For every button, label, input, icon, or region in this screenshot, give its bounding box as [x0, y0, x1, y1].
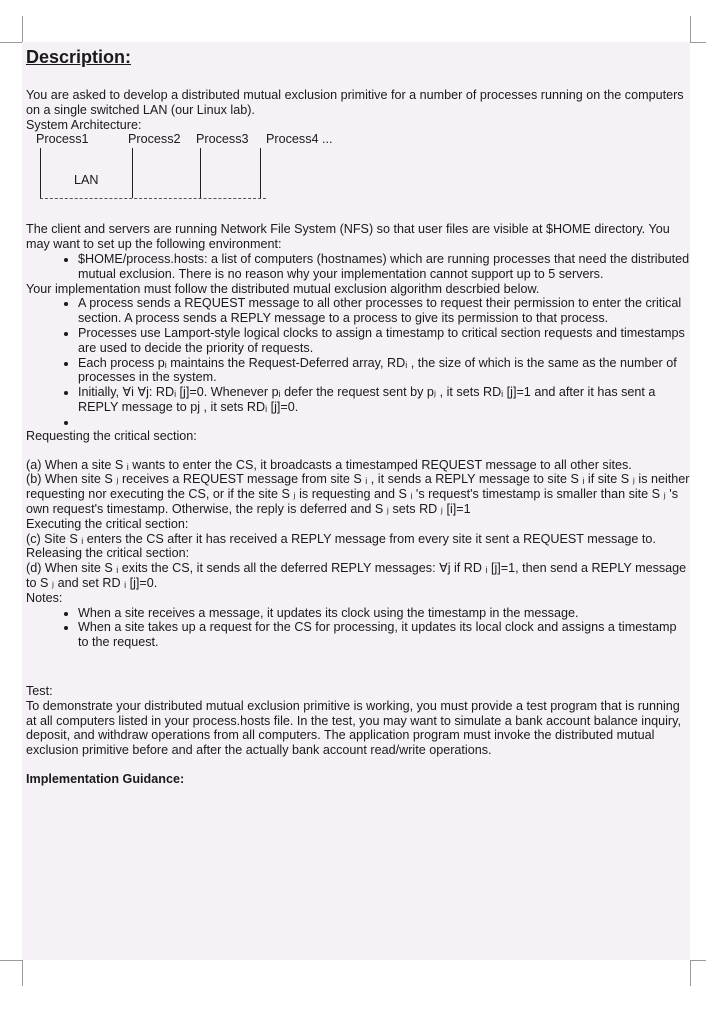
crop-mark-top-right-v — [690, 16, 691, 42]
lan-bus-line — [40, 198, 266, 199]
process2-line — [132, 148, 133, 198]
step-d: (d) When site S ᵢ exits the CS, it sends all the deferred REPLY messages: ∀j if RD ᵢ [j]=1, then send a REPLY message to S ⱼ and set RD ᵢ [j]=0. — [26, 561, 687, 590]
nfs-bullet-list — [26, 252, 690, 282]
process1-line — [40, 148, 41, 198]
process3-label: Process3 — [196, 132, 249, 147]
crop-mark-top-left-h — [0, 42, 22, 43]
list-item: • Initially, ∀i ∀j: RDᵢ [j]=0. Whenever pᵢ defer the request sent by pⱼ , it sets RDᵢ [j]=1 and after it has sent a REPLY message to pj , it sets RDᵢ [j]=0. — [78, 385, 690, 415]
test-paragraph: To demonstrate your distributed mutual exclusion primitive is working, you must provide a test program that is running at all computers listed in your process.hosts file. In the test, you may want to simulate a bank account balance inquiry, deposit, and withdraw operations from all computers. The application program must invoke the distributed mutual exclusion primitive before and after the actually bank account read/write operations. — [26, 698, 681, 758]
list-item: • When a site takes up a request for the CS for processing, it updates its local clock and assigns a timestamp to the request. — [78, 620, 690, 650]
list-item: • $HOME/process.hosts: a list of computers (hostnames) which are running processes that need the distributed mutual exclusion. There is no reason why your implementation cannot support up to 5 servers. — [78, 252, 690, 282]
list-item: • Processes use Lamport-style logical clocks to assign a timestamp to critical section requests and timestamps are used to decide the priority of requests. — [78, 326, 690, 356]
crop-mark-bottom-right-h — [690, 960, 706, 961]
description-heading: Description: — [26, 47, 132, 67]
process2-label: Process2 — [128, 132, 181, 147]
executing-label: Executing the critical section: — [26, 516, 189, 531]
architecture-diagram — [26, 132, 690, 216]
document-body — [26, 46, 690, 787]
list-item: • When a site receives a message, it updates its clock using the timestamp in the message. — [78, 606, 690, 621]
crop-mark-top-right-h — [690, 42, 706, 43]
step-c: (c) Site S ᵢ enters the CS after it has received a REPLY message from every site it sent a REQUEST message to. — [26, 531, 656, 546]
notes-label: Notes: — [26, 590, 63, 605]
crop-mark-bottom-left-v — [22, 960, 23, 986]
test-label: Test: — [26, 683, 53, 698]
list-item: • A process sends a REQUEST message to all other processes to request their permission to enter the critical section. A process sends a REPLY message to a process to give its permission to that process. — [78, 296, 690, 326]
lan-label: LAN — [74, 173, 99, 188]
crop-mark-top-left-v — [22, 16, 23, 42]
releasing-label: Releasing the critical section: — [26, 546, 190, 561]
process3-line — [200, 148, 201, 198]
implementation-guidance-label: Implementation Guidance: — [26, 771, 185, 786]
system-architecture-label: System Architecture: — [26, 117, 142, 132]
process4-label: Process4 ... — [266, 132, 333, 147]
list-item: • Each process pᵢ maintains the Request-Deferred array, RDᵢ , the size of which is the same as the number of processes in the system. — [78, 356, 690, 386]
notes-bullet-list — [26, 606, 690, 650]
algorithm-bullet-list — [26, 296, 690, 428]
process1-label: Process1 — [36, 132, 89, 147]
requesting-label: Requesting the critical section: — [26, 428, 197, 443]
crop-mark-bottom-left-h — [0, 960, 22, 961]
nfs-paragraph: The client and servers are running Network File System (NFS) so that user files are visible at $HOME directory. You may want to set up the following environment: — [26, 222, 670, 252]
algorithm-intro: Your implementation must follow the distributed mutual exclusion algorithm descrbied below. — [26, 281, 540, 296]
step-b: (b) When site S ⱼ receives a REQUEST message from site S ᵢ , it sends a REPLY message to site S ᵢ if site S ⱼ is neither requesting nor executing the CS, or if the site S ⱼ is requesting and S ᵢ 's request's timestamp is smaller than site S ⱼ 's own request's timestamp. Otherwise, the reply is deferred and S ⱼ sets RD ⱼ [i]=1 — [26, 472, 690, 516]
crop-mark-bottom-right-v — [690, 960, 691, 986]
intro-paragraph: You are asked to develop a distributed mutual exclusion primitive for a number of processes running on the computers on a single switched LAN (our Linux lab). — [26, 88, 684, 117]
process4-line — [260, 148, 261, 198]
step-a: (a) When a site S ᵢ wants to enter the CS, it broadcasts a timestamped REQUEST message to all other sites. — [26, 457, 632, 472]
list-item-empty — [78, 415, 690, 429]
